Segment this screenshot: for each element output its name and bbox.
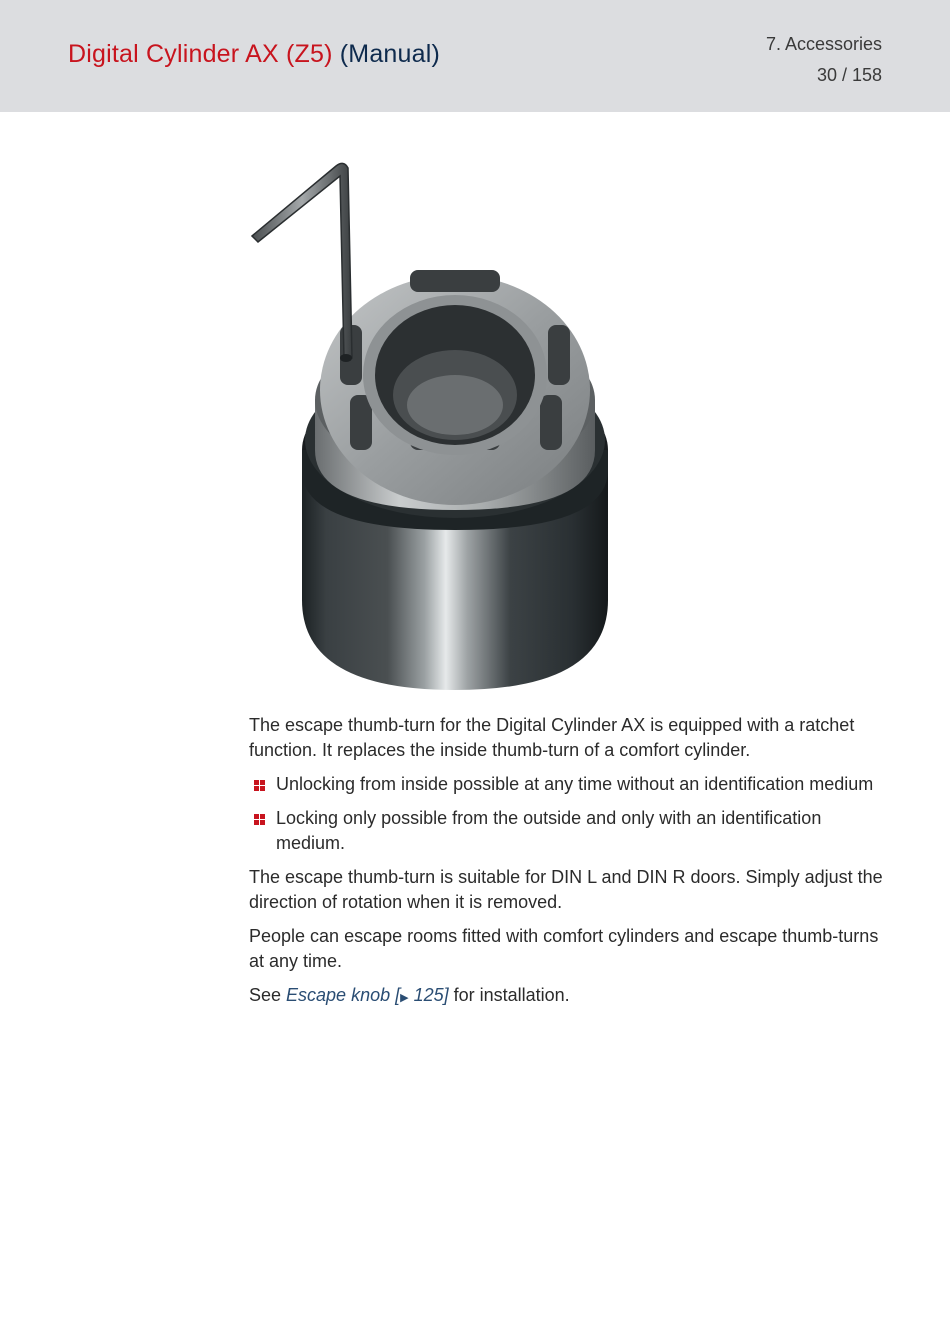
- escape-paragraph: People can escape rooms fitted with comfort cylinders and escape thumb-turns at any time.: [249, 926, 879, 971]
- list-item-text: Unlocking from inside possible at any time without an identification medium: [276, 774, 874, 794]
- section-info: [766, 29, 882, 91]
- page-header: [0, 0, 950, 112]
- page-number: 30 / 158: [816, 65, 882, 85]
- link-page[interactable]: 125]: [408, 985, 449, 1005]
- section-name: 7. Accessories: [765, 34, 882, 54]
- see-also-paragraph: [249, 983, 889, 1011]
- see-prefix: See: [249, 985, 287, 1005]
- document-title-main: Digital Cylinder AX (Z5): [68, 40, 333, 68]
- doors-paragraph: The escape thumb-turn is suitable for DIN L and DIN R doors. Simply adjust the direction of rotation when it is removed.: [249, 867, 883, 912]
- intro-paragraph: The escape thumb-turn for the Digital Cylinder AX is equipped with a ratchet function. It replaces the inside thumb-turn of a comfort cylinder.: [249, 715, 855, 760]
- play-arrow-icon[interactable]: ▶: [400, 992, 409, 1004]
- product-image: [240, 150, 630, 695]
- link-label[interactable]: Escape knob [: [286, 985, 401, 1005]
- body-text: [249, 713, 889, 1020]
- document-title-qualifier: (Manual): [339, 40, 441, 68]
- red-square-bullet-icon: [254, 814, 265, 825]
- document-title: [68, 40, 440, 69]
- feature-list: [249, 772, 889, 856]
- see-suffix: for installation.: [448, 985, 570, 1005]
- list-item: [249, 772, 889, 797]
- list-item-text: Locking only possible from the outside and only with an identification medium.: [276, 808, 822, 853]
- list-item: [249, 806, 889, 856]
- escape-thumb-turn-photo: [240, 150, 630, 695]
- escape-knob-link[interactable]: [286, 985, 449, 1005]
- red-square-bullet-icon: [254, 780, 265, 791]
